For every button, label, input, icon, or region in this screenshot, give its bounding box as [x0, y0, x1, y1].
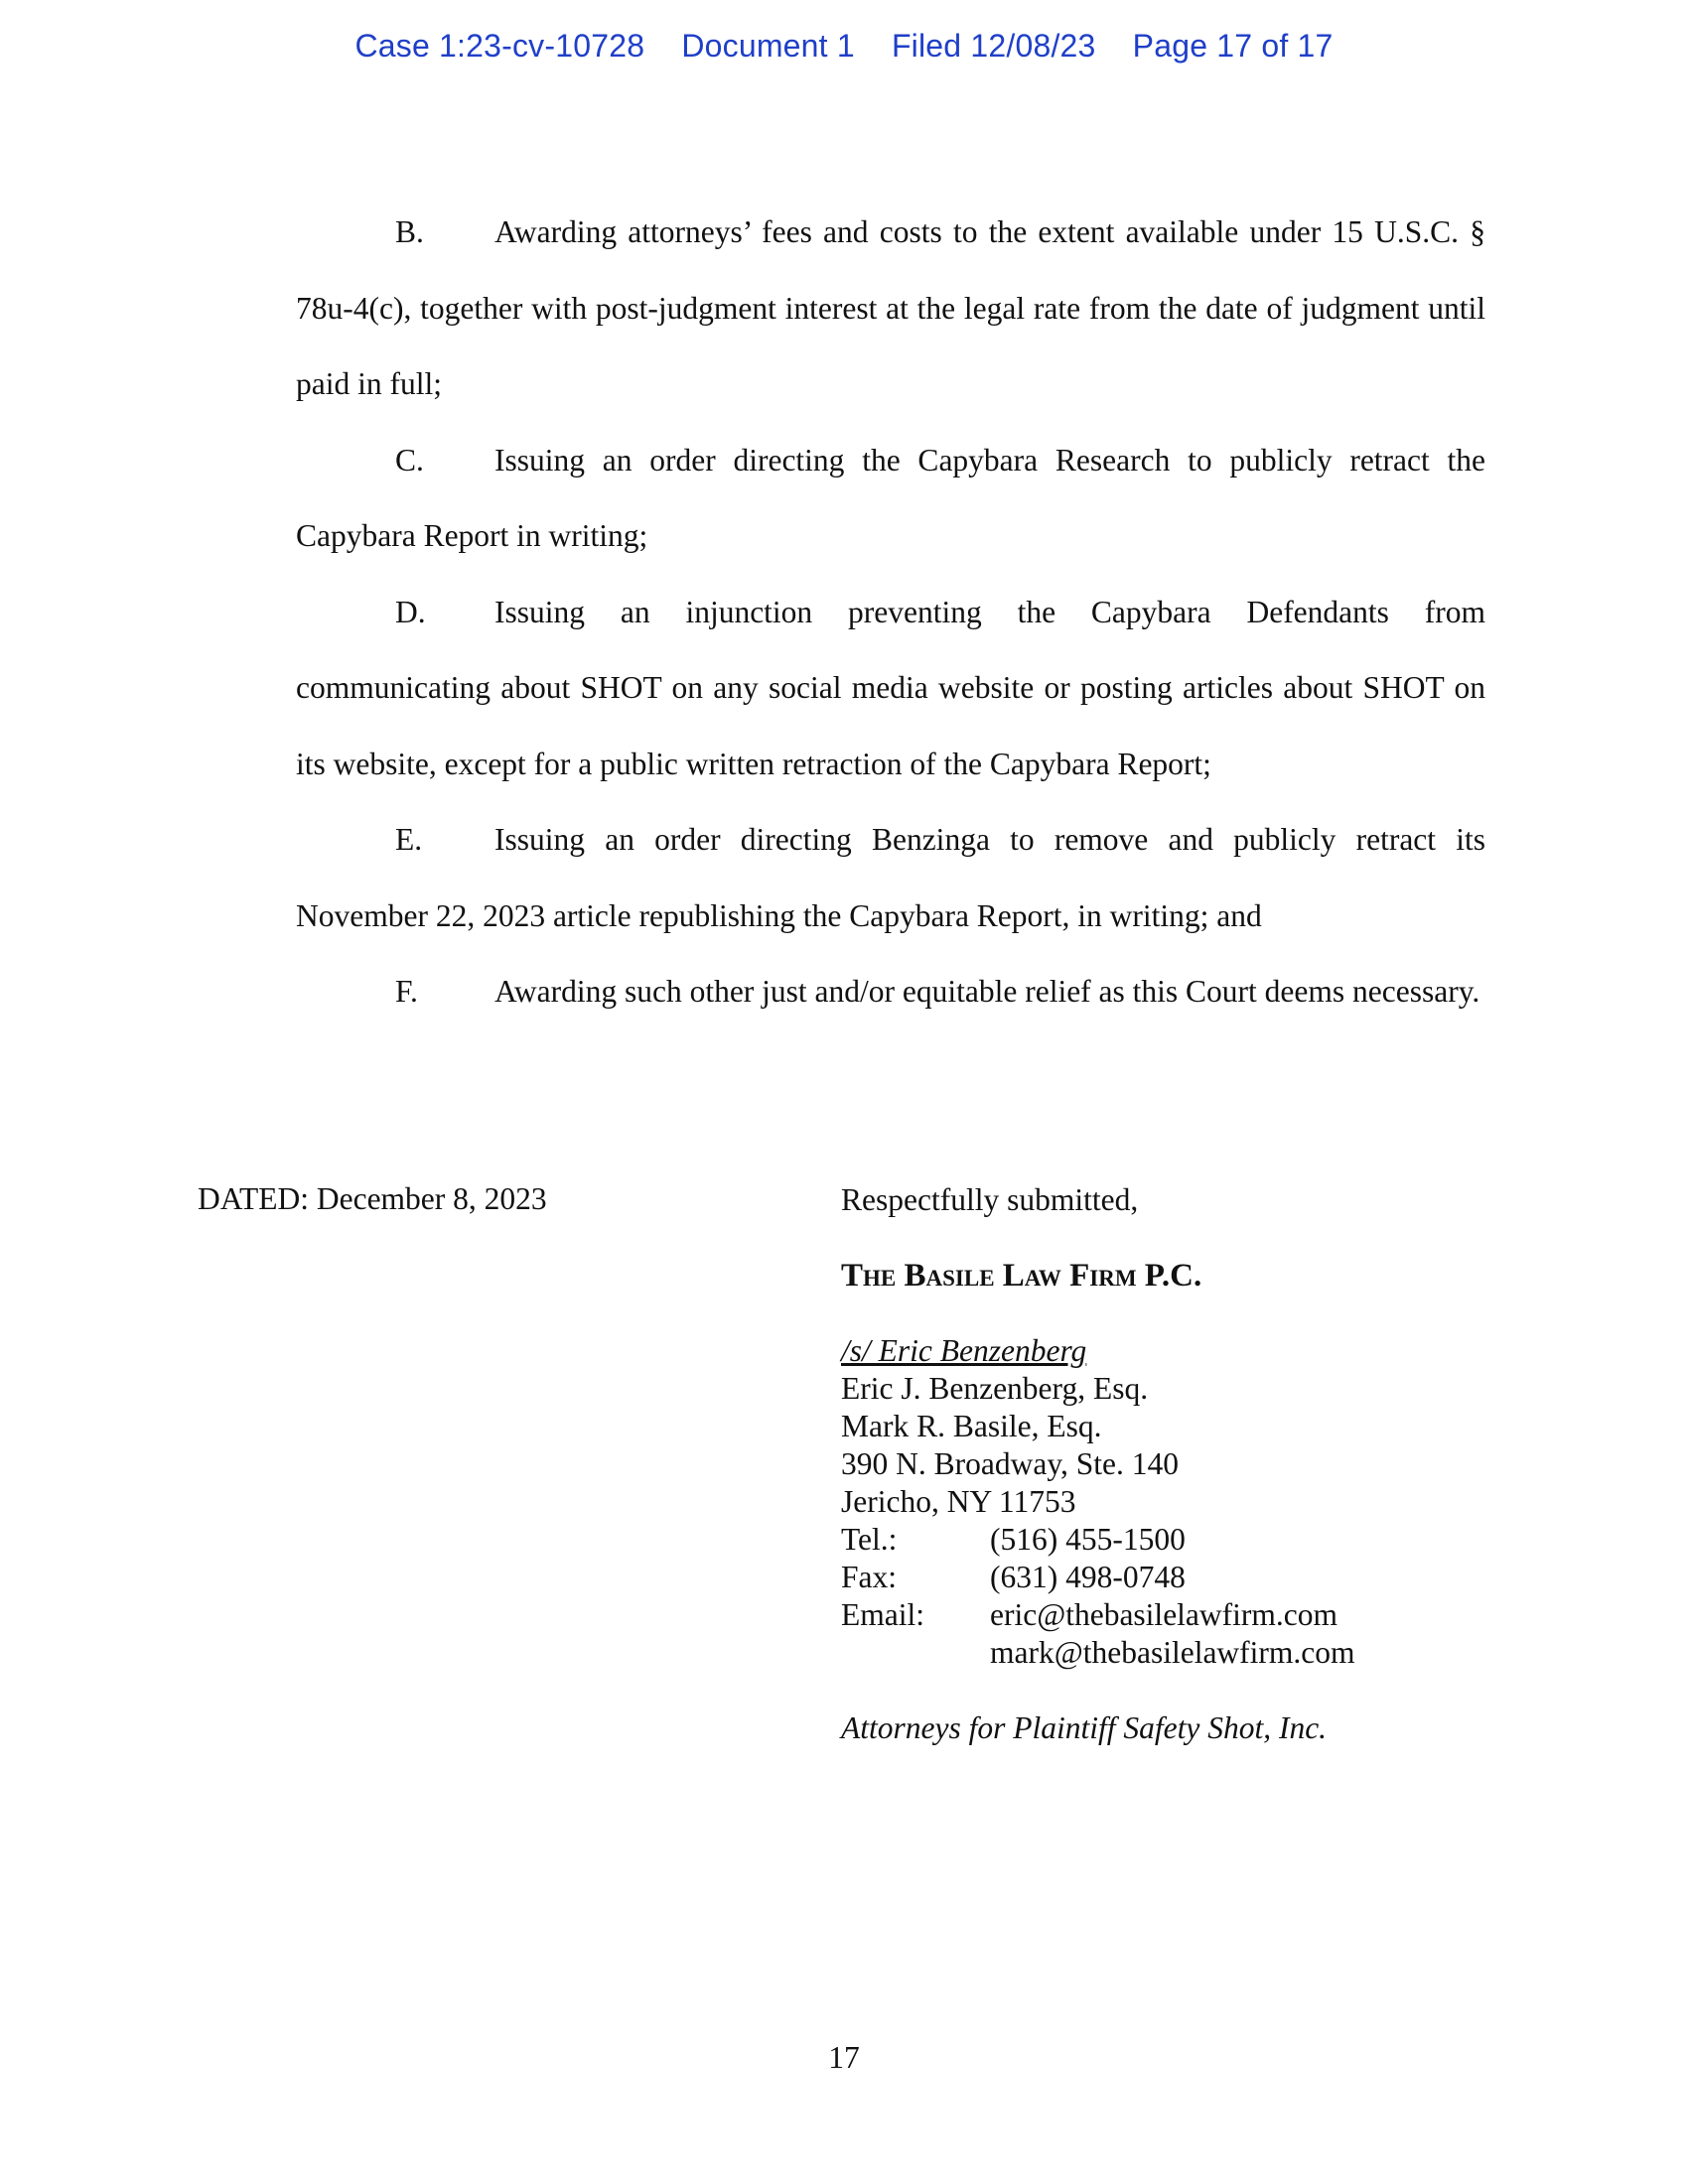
email-value: mark@thebasilelawfirm.com	[990, 1635, 1355, 1670]
firm-name: The Basile Law Firm P.C.	[841, 1258, 1202, 1294]
filed-date: Filed 12/08/23	[891, 28, 1096, 64]
paragraph-label: E.	[395, 822, 423, 857]
paragraph-d	[296, 575, 1485, 803]
document-number: Document 1	[681, 28, 855, 64]
page-indicator: Page 17 of 17	[1132, 28, 1334, 64]
paragraph-e	[296, 802, 1485, 954]
signature-block	[841, 1181, 1457, 1747]
email-label-spacer	[841, 1634, 990, 1672]
paragraph-text: Issuing an order directing the Capybara Research to publicly retract the Capybara Report in writing;	[296, 442, 1485, 553]
tel-label: Tel.:	[841, 1522, 898, 1557]
paragraph-label: D.	[395, 594, 426, 629]
paragraph-text: Awarding attorneys’ fees and costs to the extent available under 15 U.S.C. § 78u-4(c), together with post-judgment interest at the legal rate from the date of judgment until paid in full;	[296, 214, 1485, 401]
page-number: 17	[828, 2040, 860, 2075]
electronic-signature: /s/ Eric Benzenberg	[841, 1333, 1087, 1368]
prayer-for-relief	[296, 195, 1485, 1030]
attorney-name: Mark R. Basile, Esq.	[841, 1409, 1102, 1443]
fax-value: (631) 498-0748	[990, 1560, 1186, 1594]
paragraph-label: F.	[395, 974, 418, 1009]
tel-row	[841, 1521, 1457, 1559]
address-line: 390 N. Broadway, Ste. 140	[841, 1446, 1180, 1481]
dated-line: DATED: December 8, 2023	[198, 1181, 547, 1216]
address-line: Jericho, NY 11753	[841, 1484, 1076, 1519]
paragraph-label: C.	[395, 442, 424, 478]
attorney-role: Attorneys for Plaintiff Safety Shot, Inc.	[841, 1710, 1328, 1745]
closing: Respectfully submitted,	[841, 1182, 1139, 1217]
paragraph-text: Issuing an injunction preventing the Capybara Defendants from communicating about SHOT on any social media website or posting articles about SHOT on its website, except for a public written retraction of the Capybara Report;	[296, 594, 1485, 781]
paragraph-c	[296, 423, 1485, 575]
case-number: Case 1:23-cv-10728	[354, 28, 645, 64]
fax-row	[841, 1559, 1457, 1596]
email-row-2	[841, 1634, 1457, 1672]
email-value: eric@thebasilelawfirm.com	[990, 1597, 1337, 1632]
paragraph-text: Issuing an order directing Benzinga to remove and publicly retract its November 22, 2023 article republishing the Capybara Report, in writing; and	[296, 822, 1485, 933]
ecf-header	[0, 28, 1688, 65]
attorney-name: Eric J. Benzenberg, Esq.	[841, 1371, 1149, 1406]
paragraph-b	[296, 195, 1485, 423]
paragraph-text: Awarding such other just and/or equitable relief as this Court deems necessary.	[494, 974, 1480, 1009]
paragraph-label: B.	[395, 214, 424, 249]
email-label: Email:	[841, 1597, 924, 1632]
paragraph-f	[296, 954, 1485, 1030]
tel-value: (516) 455-1500	[990, 1522, 1186, 1557]
fax-label: Fax:	[841, 1560, 898, 1594]
email-row	[841, 1596, 1457, 1634]
